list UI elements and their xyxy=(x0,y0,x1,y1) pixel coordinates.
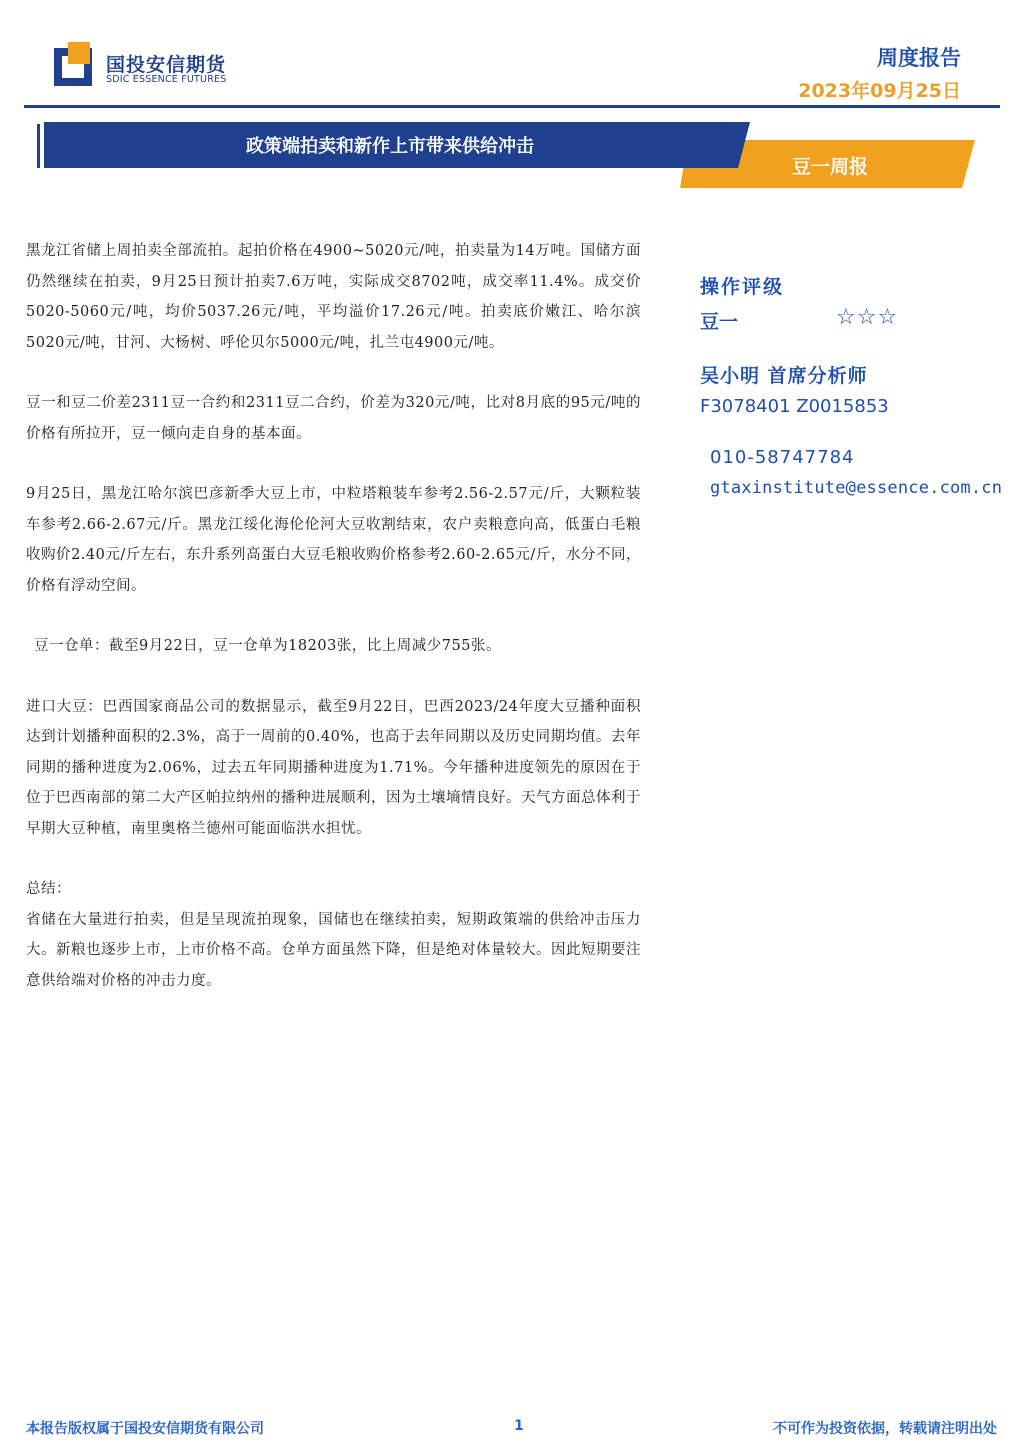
summary-label: 总结： xyxy=(26,881,71,897)
summary-section xyxy=(26,874,641,996)
contact-phone: 010-58747784 xyxy=(710,447,855,468)
report-date: 2023年09月25日 xyxy=(798,80,961,102)
logo-text-en: SDIC ESSENCE FUTURES xyxy=(106,74,227,85)
header-divider xyxy=(24,105,1000,108)
body-paragraph: 豆一仓单：截至9月22日，豆一仓单为18203张，比上周减少755张。 xyxy=(34,638,501,654)
contact-email[interactable]: gtaxinstitute@essence.com.cn xyxy=(710,478,1003,498)
report-body xyxy=(26,236,641,1026)
page-footer xyxy=(0,1418,1025,1442)
disclaimer-notice: 不可作为投资依据，转载请注明出处 xyxy=(773,1421,997,1437)
rating-heading: 操作评级 xyxy=(700,276,785,298)
sidebar xyxy=(700,272,1020,498)
analyst-license: F3078401 Z0015853 xyxy=(700,396,889,417)
report-tag: 豆一周报 xyxy=(791,156,868,178)
report-type: 周度报告 xyxy=(877,46,961,70)
rating-stars-icon: ☆☆☆ xyxy=(836,305,899,330)
rating-row xyxy=(700,307,1020,339)
body-paragraph: 9月25日，黑龙江哈尔滨巴彦新季大豆上市，中粒塔粮装车参考2.56-2.57元/斤，大颗粒装车参考2.66-2.67元/斤。黑龙江绥化海伦伦河大豆收割结束，农户卖粮意向高，低蛋白毛粮收购价2.40元/斤左右，东升系列高蛋白大豆毛粮收购价格参考2.60-2.65元/斤，水分不同，价格有浮动空间。 xyxy=(26,486,641,594)
copyright-notice: 本报告版权属于国投安信期货有限公司 xyxy=(26,1421,264,1437)
body-paragraph: 进口大豆：巴西国家商品公司的数据显示，截至9月22日，巴西2023/24年度大豆播种面积达到计划播种面积的2.3%，高于一周前的0.40%，也高于去年同期以及历史同期均值。去年同期的播种进度为2.06%，过去五年同期播种进度为1.71%。今年播种进度领先的原因在于位于巴西南部的第二大产区帕拉纳州的播种进展顺利，因为土壤墒情良好。天气方面总体利于早期大豆种植，南里奥格兰德州可能面临洪水担忧。 xyxy=(26,698,641,837)
summary-text: 省储在大量进行拍卖，但是呈现流拍现象，国储也在继续拍卖，短期政策端的供给冲击压力大。新粮也逐步上市，上市价格不高。仓单方面虽然下降，但是绝对体量较大。因此短期要注意供给端对价格的冲击力度。 xyxy=(26,911,641,989)
analyst-name: 吴小明 首席分析师 xyxy=(700,365,868,387)
body-paragraph: 豆一和豆二价差2311豆一合约和2311豆二合约，价差为320元/吨，比对8月底的95元/吨的价格有所拉开，豆一倾向走自身的基本面。 xyxy=(26,395,641,442)
report-title: 政策端拍卖和新作上市带来供给冲击 xyxy=(246,136,534,157)
rating-product: 豆一 xyxy=(700,311,739,333)
logo-text-cn: 国投安信期货 xyxy=(106,54,227,76)
page-number: 1 xyxy=(514,1418,524,1434)
company-logo xyxy=(54,42,254,88)
logo-mark-icon xyxy=(54,42,98,86)
body-paragraph: 黑龙江省储上周拍卖全部流拍。起拍价格在4900~5020元/吨，拍卖量为14万吨。国储方面仍然继续在拍卖，9月25日预计拍卖7.6万吨，实际成交8702吨，成交率11.4%。成交价5020-5060元/吨，均价5037.26元/吨，平均溢价17.26元/吨。拍卖底价嫩江、哈尔滨5020元/吨，甘河、大杨树、呼伦贝尔5000元/吨，扎兰屯4900元/吨。 xyxy=(26,243,641,351)
